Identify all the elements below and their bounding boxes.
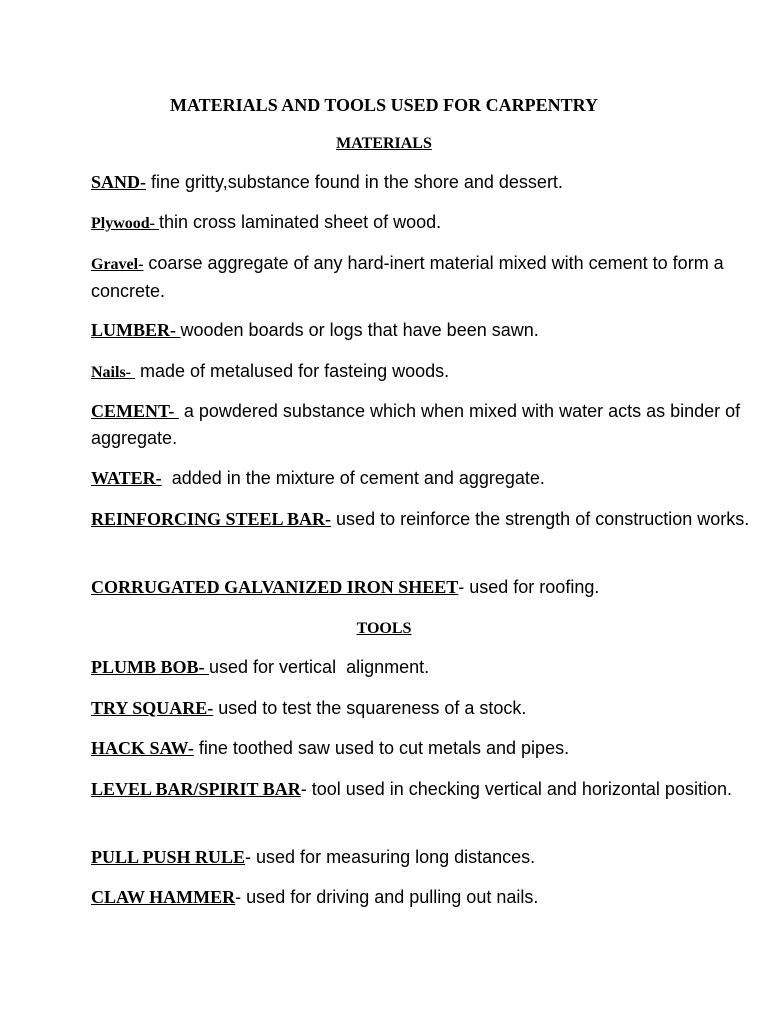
material-entry-corrugated-gi-sheet	[91, 574, 751, 601]
material-term: CORRUGATED GALVANIZED IRON SHEET	[91, 577, 459, 597]
document-title: MATERIALS AND TOOLS USED FOR CARPENTRY	[170, 95, 598, 115]
tool-term: LEVEL BAR/SPIRIT BAR	[91, 779, 301, 799]
material-entry-cement	[91, 398, 751, 452]
material-entry-gravel	[91, 250, 751, 305]
material-entry-reinforcing-steel-bar	[91, 506, 751, 533]
material-entry-lumber	[91, 317, 751, 344]
tool-entry-plumb-bob	[91, 654, 751, 681]
material-term: LUMBER-	[91, 320, 181, 340]
tool-entry-hack-saw	[91, 735, 751, 762]
material-term: Gravel-	[91, 256, 144, 273]
material-term: SAND-	[91, 172, 147, 192]
tool-term: PLUMB BOB-	[91, 657, 210, 677]
tool-term: CLAW HAMMER	[91, 887, 236, 907]
tool-entry-claw-hammer	[91, 884, 751, 911]
material-definition: added in the mixture of cement and aggregate.	[161, 468, 545, 488]
materials-heading: MATERIALS	[336, 135, 432, 152]
tool-definition: - tool used in checking vertical and horizontal position.	[300, 779, 732, 799]
tool-entry-level-bar	[91, 776, 751, 803]
tool-entry-pull-push-rule	[91, 844, 751, 871]
tool-definition: - used for driving and pulling out nails.	[235, 887, 539, 907]
tool-term: PULL PUSH RULE	[91, 847, 246, 867]
material-definition: - used for roofing.	[458, 577, 600, 597]
material-term: WATER-	[91, 468, 162, 488]
material-definition: a powdered substance which when mixed with water acts as binder of aggregate.	[91, 401, 746, 448]
material-definition: wooden boards or logs that have been sawn.	[180, 320, 539, 340]
material-term: Nails-	[91, 364, 135, 381]
material-entry-nails	[91, 358, 751, 386]
tool-entry-try-square	[91, 695, 751, 722]
tool-term: HACK SAW-	[91, 738, 194, 758]
tool-term: TRY SQUARE-	[91, 698, 214, 718]
tool-definition: fine toothed saw used to cut metals and pipes.	[193, 738, 570, 758]
tool-definition: used to test the squareness of a stock.	[213, 698, 527, 718]
material-definition: used to reinforce the strength of construction works.	[331, 509, 750, 529]
material-definition: fine gritty,substance found in the shore and dessert.	[146, 172, 563, 192]
material-entry-plywood	[91, 209, 751, 237]
tools-heading: TOOLS	[356, 620, 412, 637]
material-entry-sand	[91, 169, 751, 196]
material-term: REINFORCING STEEL BAR-	[91, 509, 332, 529]
material-definition: thin cross laminated sheet of wood.	[159, 212, 442, 232]
material-term: Plywood-	[91, 215, 159, 232]
material-term: CEMENT-	[91, 401, 179, 421]
material-definition: coarse aggregate of any hard-inert material mixed with cement to form a concrete.	[91, 253, 729, 301]
material-entry-water	[91, 465, 751, 492]
material-definition: made of metalused for fasteing woods.	[135, 361, 450, 381]
tool-definition: used for vertical alignment.	[209, 657, 430, 677]
tool-definition: - used for measuring long distances.	[245, 847, 536, 867]
